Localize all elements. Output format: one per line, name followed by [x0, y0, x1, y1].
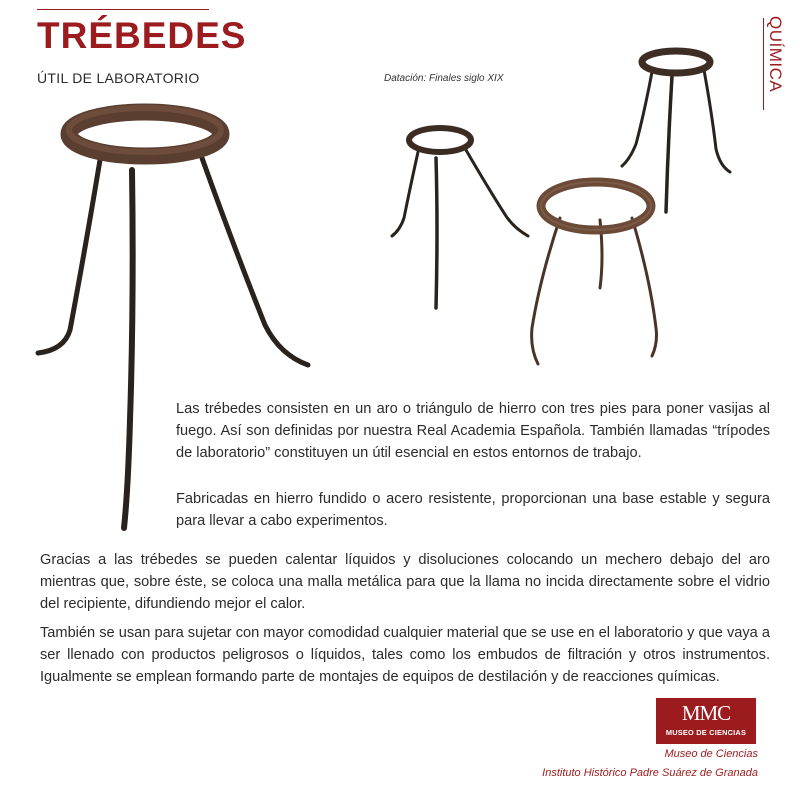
museum-logo	[656, 698, 756, 744]
logo-text: MUSEO DE CIENCIAS	[665, 728, 747, 737]
description-paragraph-4: También se usan para sujetar con mayor comodidad cualquier material que se use en el laboratorio y que vaya a ser llenado con productos peligrosos o líquidos, tales como los embudos de filtración y otros instrumentos. Igualmente se emplean formando parte de montajes de equipos de destilación y de reacciones químicas.	[40, 625, 770, 685]
category-label: QUÍMICA	[766, 16, 785, 93]
museum-credit: Museo de Ciencias	[664, 748, 758, 760]
category-rule	[763, 18, 764, 110]
title-rule	[37, 9, 209, 10]
dating-label: Datación: Finales siglo XIX	[384, 73, 504, 84]
large-trivet-photo	[30, 100, 320, 540]
page-title: TRÉBEDES	[37, 15, 247, 56]
description-paragraph-3: Gracias a las trébedes se pueden calentar líquidos y disoluciones colocando un mechero debajo del aro mientras que, sobre éste, se coloca una malla metálica para que la llama no incida directamente sobre el vidrio del recipiente, difundiendo mejor el calor.	[40, 552, 770, 612]
institute-credit: Instituto Histórico Padre Suárez de Granada	[542, 767, 758, 779]
description-paragraph-2: Fabricadas en hierro fundido o acero resistente, proporcionan una base estable y segura para llevar a cabo experimentos.	[176, 491, 770, 529]
description-paragraph-1: Las trébedes consisten en un aro o triángulo de hierro con tres pies para poner vasijas al fuego. Así son definidas por nuestra Real Academia Española. También llamadas “trípodes de laboratorio” constituyen un útil esencial en estos entornos de trabajo.	[176, 401, 770, 461]
small-trivet-photo	[388, 118, 538, 318]
rusty-trivet-photo	[520, 178, 670, 368]
logo-mark: MMC	[681, 701, 731, 725]
page-subtitle: ÚTIL DE LABORATORIO	[37, 70, 200, 86]
